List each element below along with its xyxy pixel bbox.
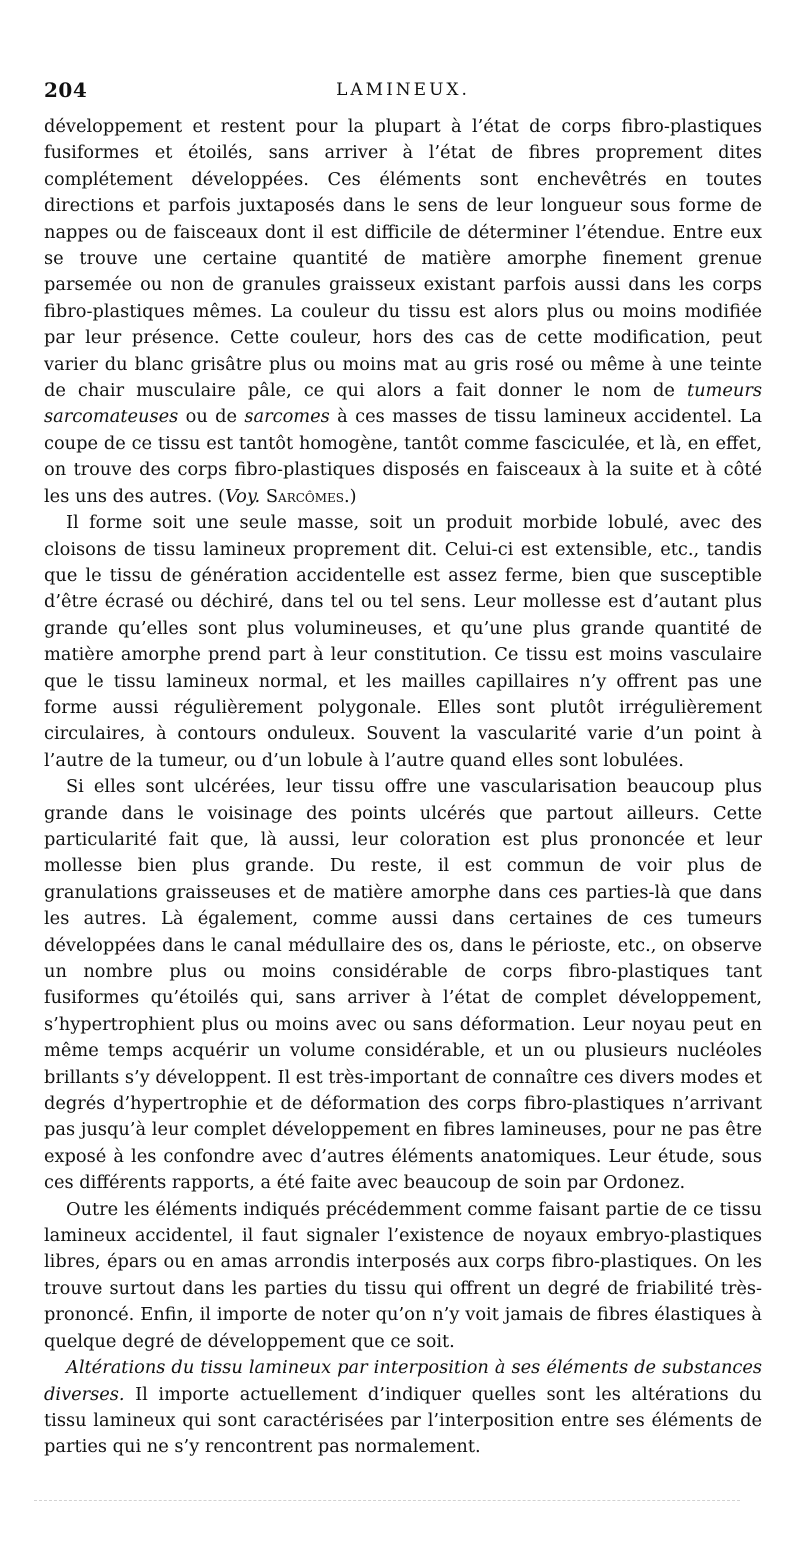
page-number: 204 xyxy=(44,78,88,102)
paragraph: Il forme soit une seule masse, soit un produit morbide lobulé, avec des cloisons de tissu lamineux proprement dit. Celui-ci est extensible, etc., tandis que le tissu de génération accidentelle est assez ferme, bien que susceptible d’être écrasé ou déchiré, dans tel ou tel sens. Leur mollesse est d’autant plus grande qu’elles sont plus volumineuses, et qu’une plus grande quantité de matière amorphe prend part à leur constitution. Ce tissu est moins vasculaire que le tissu lamineux normal, et les mailles capillaires n’y offrent pas une forme aussi régulièrement polygonale. Elles sont plutôt irrégulièrement circulaires, à contours onduleux. Souvent la vascularité varie d’un point à l’autre de la tumeur, ou d’un lobule à l’autre quand elles sont lobulées. xyxy=(44,512,762,771)
paragraph-text: à ces masses de tissu lamineux accidentel. La coupe de ce tissu est tantôt homogène, tantôt comme fasciculée, et là, en effet, on trouve des corps fibro-plastiques disposés en faisceaux à la suite et à côté les uns des autres. ( xyxy=(44,406,762,507)
paragraph-continuation xyxy=(44,114,762,510)
paragraph-text: Il importe actuellement d’indiquer quelles sont les altérations du tissu lamineux qui sont caractérisées par l’interposition entre ses éléments de parties qui ne s’y rencontrent pas normalement. xyxy=(44,1383,762,1458)
italic-term: sarcomes xyxy=(244,406,330,428)
running-head: LAMINEUX. xyxy=(336,80,470,100)
paragraph: Outre les éléments indiqués précédemment comme faisant partie de ce tissu lamineux accidentel, il faut signaler l’existence de noyaux embryo-plastiques libres, épars ou en amas arrondis interposés aux corps fibro-plastiques. On les trouve surtout dans les parties du tissu qui offrent un degré de friabilité très-prononcé. Enfin, il importe de noter qu’on n’y voit jamais de fibres élastiques à quelque degré de développement que ce soit. xyxy=(44,1198,762,1352)
paragraph-text: ou de xyxy=(178,406,245,428)
paragraph: Si elles sont ulcérées, leur tissu offre une vascularisation beaucoup plus grande dans le voisinage des points ulcérés que partout ailleurs. Cette particularité fait que, là aussi, leur coloration est plus prononcée et leur mollesse bien plus grande. Du reste, il est commun de voir plus de granulations graisseuses et de matière amorphe dans ces parties-là que dans les autres. Là également, comme aussi dans certaines de ces tumeurs développées dans le canal médullaire des os, dans le périoste, etc., on observe un nombre plus ou moins considérable de corps fibro-plastiques tant fusiformes qu’étoilés qui, sans arriver à l’état de complet développement, s’hypertrophient plus ou moins avec ou sans déformation. Leur noyau peut en même temps acquérir un volume considérable, et un ou plusieurs nucléoles brillants s’y développent. Il est très-important de connaître ces divers modes et degrés d’hypertrophie et de déformation des corps fibro-plastiques n’arrivant pas jusqu’à leur complet développement en fibres lamineuses, pour ne pas être exposé à les confondre avec d’autres éléments anatomiques. Leur étude, sous ces différents rapports, a été faite avec beaucoup de soin par Ordonez. xyxy=(44,776,763,1194)
section-paragraph xyxy=(44,1355,762,1461)
section-heading: Altérations du tissu lamineux par interposition à ses éléments de substances diverses. xyxy=(44,1357,762,1405)
cross-reference-label: Voy. xyxy=(224,485,261,507)
paragraph-text: développement et restent pour la plupart à l’état de corps fibro-plastiques fusiformes et étoilés, sans arriver à l’état de fibres proprement dites complétement développées. Ces éléments sont enchevêtrés en toutes directions et parfois juxtaposés dans le sens de leur longueur sous forme de nappes ou de faisceaux dont il est difficile de déterminer l’étendue. Entre eux se trouve une certaine quantité de matière amorphe finement grenue parsemée ou non de granules graisseux existant parfois aussi dans les corps fibro-plastiques mêmes. La couleur du tissu est alors plus ou moins modifiée par leur présence. Cette couleur, hors des cas de cette modification, peut varier du blanc grisâtre plus ou moins mat au gris rosé ou même à une teinte de chair musculaire pâle, ce qui alors a fait donner le nom de xyxy=(44,116,762,402)
cross-reference-target: Sarcômes xyxy=(265,485,345,507)
body-text xyxy=(44,114,762,1461)
italic-term: tumeurs sarcomateuses xyxy=(44,380,762,428)
paragraph-text: .) xyxy=(344,485,357,507)
page-header xyxy=(44,78,762,112)
footer-rule xyxy=(34,1500,740,1501)
